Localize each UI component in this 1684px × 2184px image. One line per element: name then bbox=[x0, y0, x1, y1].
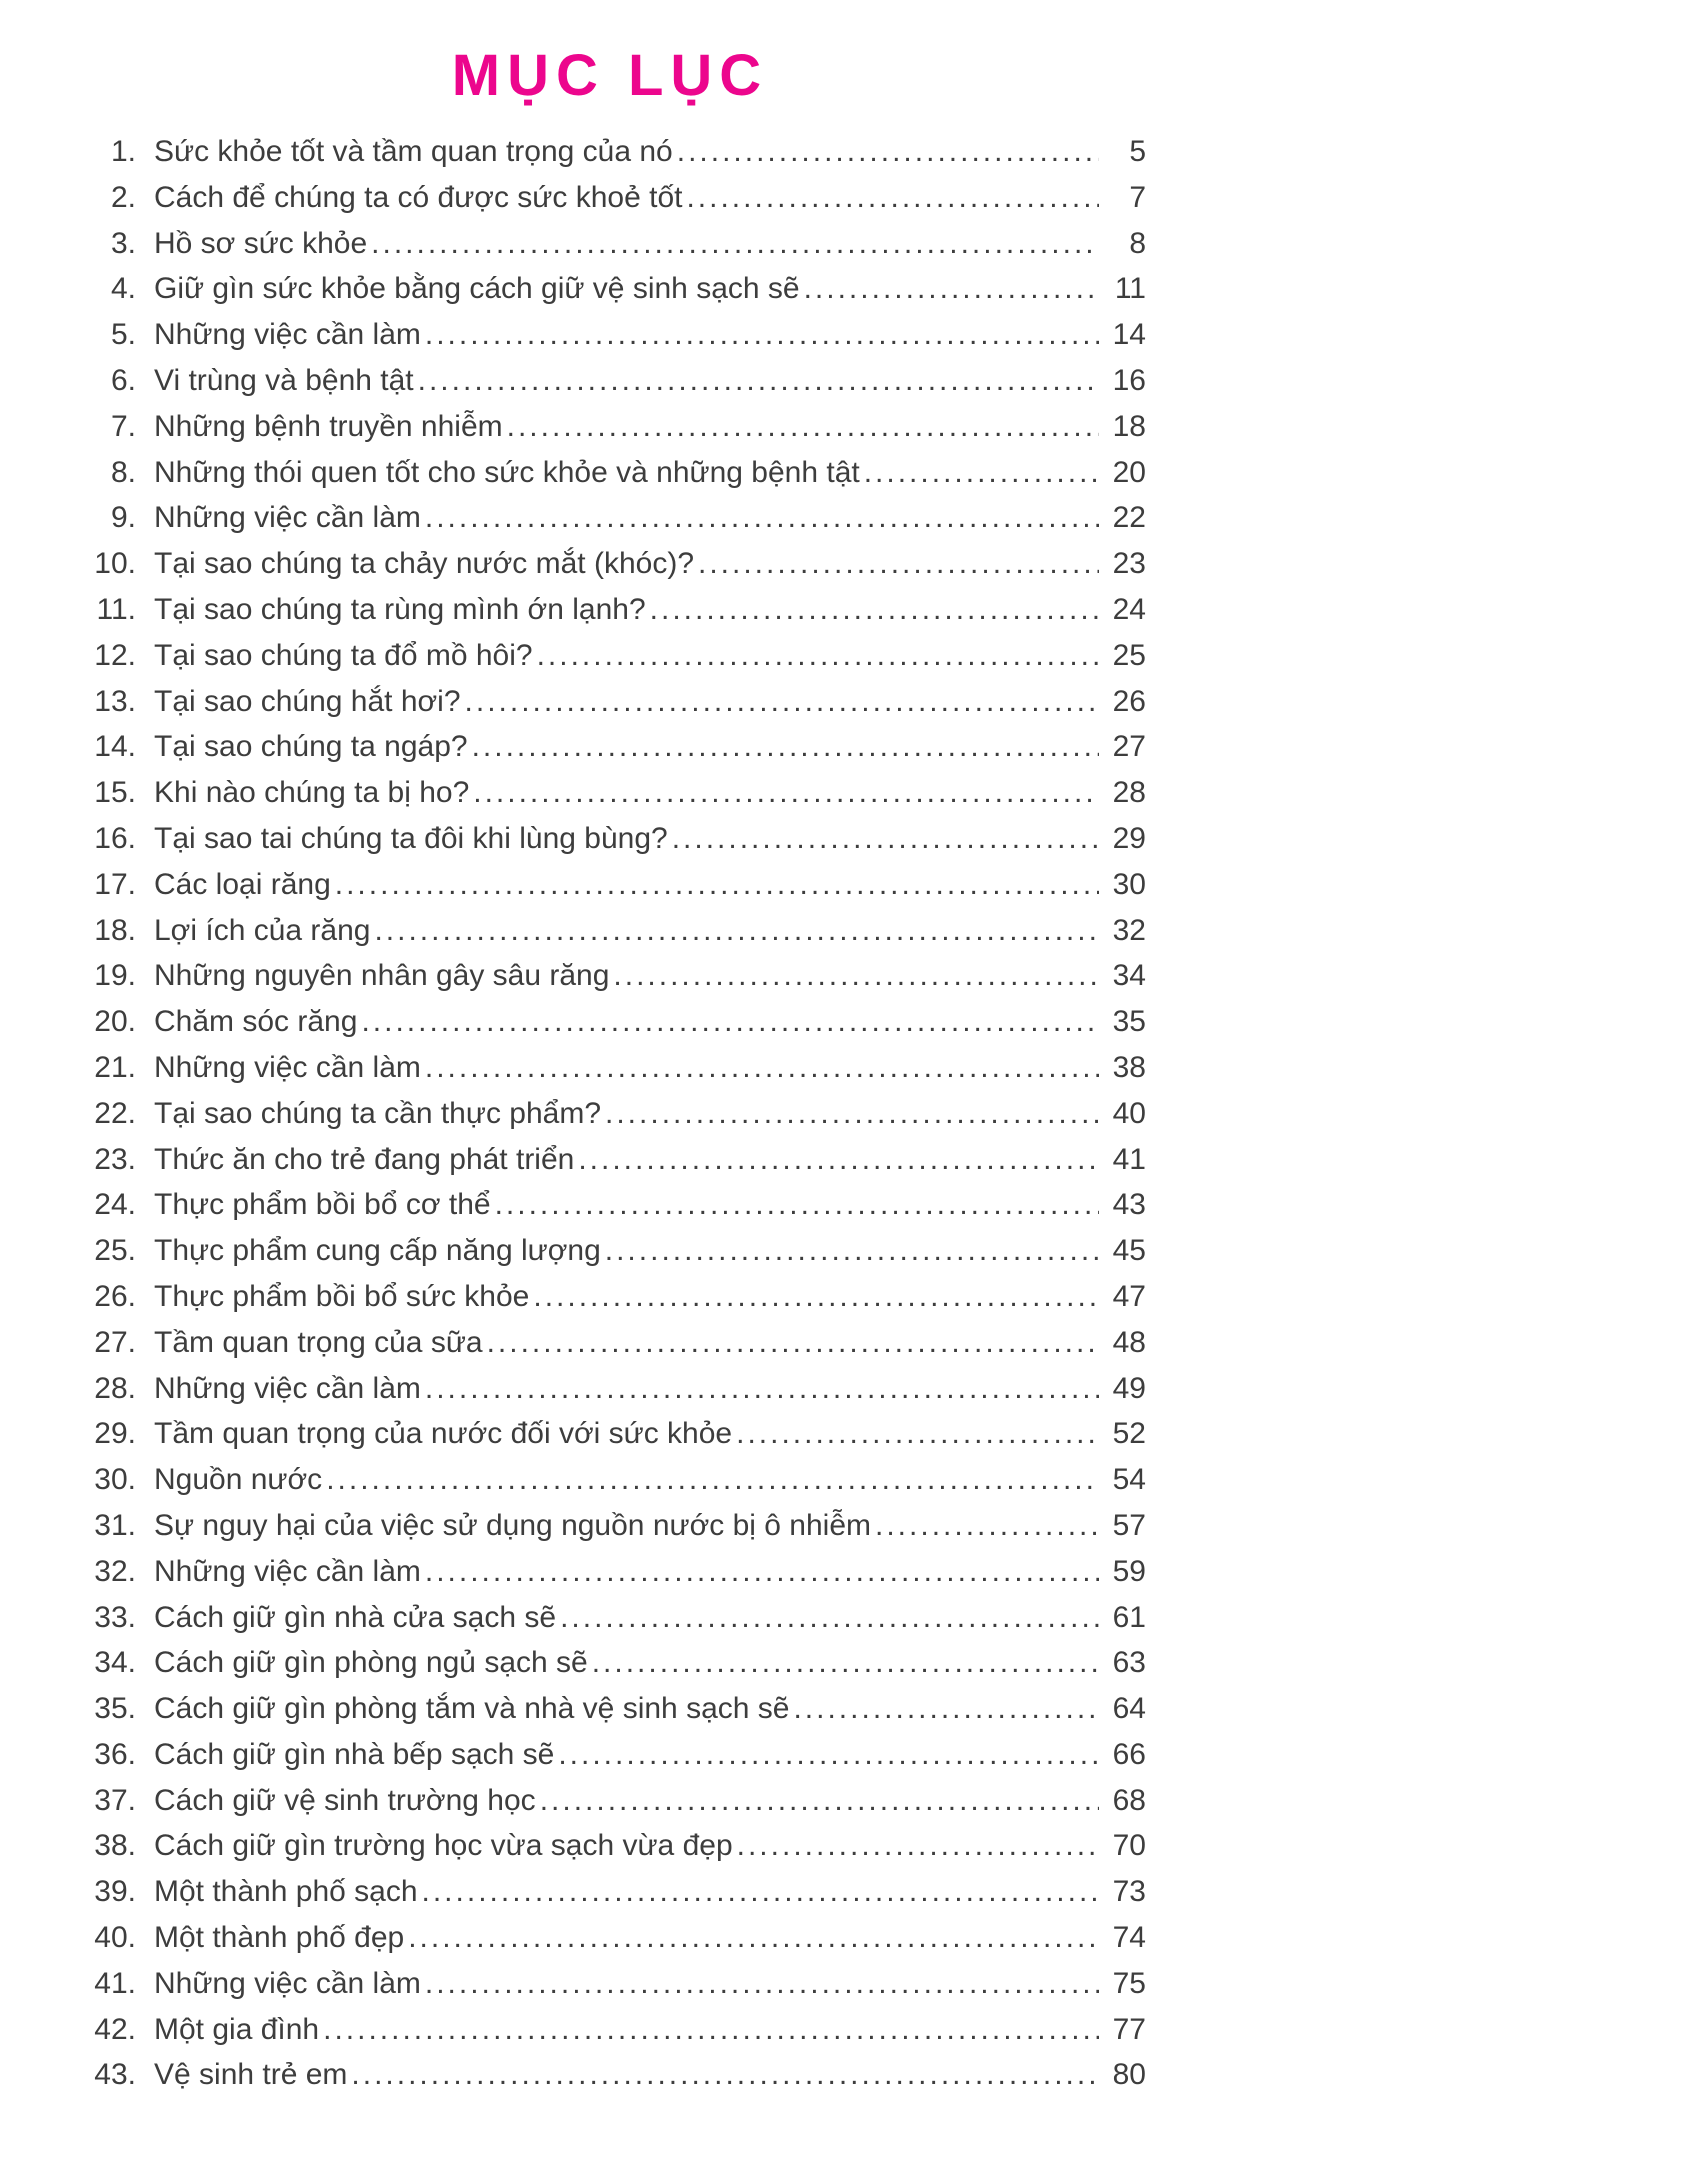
toc-entry-page: 41 bbox=[1112, 1142, 1146, 1176]
toc-entry bbox=[74, 1320, 1146, 1366]
toc-dot-leader bbox=[698, 541, 1099, 587]
toc-entry-number: 28. bbox=[94, 1371, 136, 1405]
toc-entry-page: 68 bbox=[1112, 1783, 1146, 1817]
toc-entry-number: 22. bbox=[94, 1096, 136, 1130]
toc-list bbox=[74, 129, 1146, 2098]
toc-entry-number: 21. bbox=[94, 1050, 136, 1084]
toc-entry-page: 28 bbox=[1112, 776, 1146, 810]
toc-entry-title: Thực phẩm cung cấp năng lượng bbox=[154, 1234, 601, 1268]
toc-entry-page: 73 bbox=[1112, 1875, 1146, 1909]
toc-entry bbox=[74, 999, 1146, 1045]
toc-entry-title: Những việc cần làm bbox=[154, 501, 421, 535]
toc-dot-leader bbox=[875, 1503, 1099, 1549]
toc-dot-leader bbox=[335, 862, 1099, 908]
toc-entry-number: 6. bbox=[110, 363, 136, 397]
toc-entry-page: 52 bbox=[1112, 1417, 1146, 1451]
toc-entry-title: Giữ gìn sức khỏe bằng cách giữ vệ sinh sạch sẽ bbox=[154, 272, 800, 306]
toc-entry-number: 26. bbox=[94, 1279, 136, 1313]
toc-dot-leader bbox=[351, 2052, 1099, 2098]
toc-entry-title: Những việc cần làm bbox=[154, 1371, 421, 1405]
toc-dot-leader bbox=[558, 1732, 1099, 1778]
toc-dot-leader bbox=[560, 1595, 1099, 1641]
toc-entry-title: Sức khỏe tốt và tầm quan trọng của nó bbox=[154, 135, 673, 168]
toc-dot-leader bbox=[495, 1182, 1099, 1228]
toc-entry-title: Vi trùng và bệnh tật bbox=[154, 363, 414, 397]
toc-entry-title: Tầm quan trọng của sữa bbox=[154, 1325, 483, 1359]
toc-entry-number: 43. bbox=[94, 2058, 136, 2092]
toc-entry bbox=[74, 1961, 1146, 2007]
toc-entry bbox=[74, 1137, 1146, 1183]
toc-dot-leader bbox=[374, 908, 1099, 954]
toc-dot-leader bbox=[487, 1320, 1099, 1366]
toc-entry-page: 27 bbox=[1112, 730, 1146, 764]
toc-entry-title: Một thành phố sạch bbox=[154, 1875, 418, 1909]
toc-entry-number: 38. bbox=[94, 1829, 136, 1863]
toc-dot-leader bbox=[425, 1549, 1099, 1595]
toc-entry-title: Nguồn nước bbox=[154, 1463, 323, 1497]
toc-entry bbox=[74, 450, 1146, 496]
toc-entry-title: Tại sao chúng ta rùng mình ớn lạnh? bbox=[154, 592, 646, 626]
toc-entry bbox=[74, 1640, 1146, 1686]
toc-entry-page: 47 bbox=[1112, 1279, 1146, 1313]
toc-dot-leader bbox=[537, 633, 1099, 679]
toc-dot-leader bbox=[472, 724, 1099, 770]
toc-entry-page: 32 bbox=[1112, 913, 1146, 947]
toc-entry-page: 11 bbox=[1114, 272, 1146, 306]
toc-entry-page: 45 bbox=[1112, 1234, 1146, 1268]
toc-entry-title: Những việc cần làm bbox=[154, 1050, 421, 1084]
page-title: MỤC LỤC bbox=[451, 43, 769, 108]
toc-entry-title: Cách giữ gìn nhà bếp sạch sẽ bbox=[154, 1737, 555, 1771]
toc-dot-leader bbox=[425, 1045, 1099, 1091]
toc-entry-number: 40. bbox=[94, 1921, 136, 1955]
toc-entry bbox=[74, 1823, 1146, 1869]
toc-entry-page: 30 bbox=[1112, 867, 1146, 901]
toc-entry-number: 10. bbox=[94, 547, 136, 581]
toc-entry-page: 16 bbox=[1112, 363, 1146, 397]
toc-entry bbox=[74, 1503, 1146, 1549]
toc-entry-page: 29 bbox=[1112, 821, 1146, 855]
toc-entry bbox=[74, 541, 1146, 587]
toc-entry-number: 2. bbox=[110, 180, 136, 214]
toc-entry-number: 36. bbox=[94, 1737, 136, 1771]
toc-entry bbox=[74, 587, 1146, 633]
toc-entry-number: 16. bbox=[94, 821, 136, 855]
toc-entry-page: 77 bbox=[1112, 2012, 1146, 2046]
toc-entry bbox=[74, 1778, 1146, 1824]
toc-entry-page: 75 bbox=[1112, 1966, 1146, 2000]
toc-dot-leader bbox=[613, 953, 1099, 999]
toc-entry-page: 23 bbox=[1112, 547, 1146, 581]
toc-dot-leader bbox=[425, 1366, 1099, 1412]
toc-entry bbox=[74, 1869, 1146, 1915]
toc-dot-leader bbox=[408, 1915, 1099, 1961]
toc-entry-number: 4. bbox=[110, 272, 136, 306]
toc-entry-page: 59 bbox=[1112, 1554, 1146, 1588]
toc-entry-number: 15. bbox=[94, 776, 136, 810]
toc-entry-number: 9. bbox=[110, 501, 136, 535]
toc-dot-leader bbox=[864, 450, 1099, 496]
toc-entry-number: 20. bbox=[94, 1005, 136, 1039]
toc-entry bbox=[74, 175, 1146, 221]
toc-entry-page: 34 bbox=[1112, 959, 1146, 993]
toc-entry-page: 22 bbox=[1112, 501, 1146, 535]
toc-entry-page: 61 bbox=[1112, 1600, 1146, 1634]
toc-dot-leader bbox=[533, 1274, 1099, 1320]
toc-entry-page: 7 bbox=[1129, 180, 1146, 214]
toc-entry-number: 19. bbox=[94, 959, 136, 993]
toc-entry-title: Tại sao chúng ta cần thực phẩm? bbox=[154, 1096, 602, 1130]
toc-entry-page: 80 bbox=[1112, 2058, 1146, 2092]
toc-entry-number: 29. bbox=[94, 1417, 136, 1451]
toc-entry-page: 24 bbox=[1112, 592, 1146, 626]
toc-entry bbox=[74, 953, 1146, 999]
toc-entry bbox=[74, 1045, 1146, 1091]
toc-entry-title: Cách giữ gìn nhà cửa sạch sẽ bbox=[154, 1600, 557, 1634]
toc-entry bbox=[74, 221, 1146, 267]
toc-entry-page: 25 bbox=[1112, 638, 1146, 672]
toc-entry-number: 13. bbox=[94, 684, 136, 718]
toc-dot-leader bbox=[540, 1778, 1099, 1824]
toc-entry bbox=[74, 908, 1146, 954]
toc-entry bbox=[74, 404, 1146, 450]
toc-entry-number: 39. bbox=[94, 1875, 136, 1909]
toc-entry bbox=[74, 816, 1146, 862]
toc-entry-number: 24. bbox=[94, 1188, 136, 1222]
toc-entry bbox=[74, 862, 1146, 908]
toc-entry-title: Một gia đình bbox=[154, 2012, 320, 2046]
toc-entry bbox=[74, 724, 1146, 770]
toc-entry-title: Cách để chúng ta có được sức khoẻ tốt bbox=[154, 180, 683, 214]
toc-entry-page: 54 bbox=[1112, 1463, 1146, 1497]
toc-entry bbox=[74, 633, 1146, 679]
toc-entry-title: Thực phẩm bồi bổ cơ thể bbox=[154, 1188, 491, 1222]
toc-entry-number: 12. bbox=[94, 638, 136, 672]
toc-entry-page: 18 bbox=[1112, 409, 1146, 443]
toc-entry-title: Những việc cần làm bbox=[154, 1554, 421, 1588]
toc-entry-title: Cách giữ gìn phòng tắm và nhà vệ sinh sạch sẽ bbox=[154, 1692, 790, 1726]
toc-entry bbox=[74, 129, 1146, 175]
toc-entry-page: 5 bbox=[1129, 135, 1146, 168]
toc-entry-title: Những thói quen tốt cho sức khỏe và những bệnh tật bbox=[154, 455, 860, 489]
toc-dot-leader bbox=[422, 1869, 1099, 1915]
toc-dot-leader bbox=[418, 358, 1099, 404]
toc-entry-page: 43 bbox=[1112, 1188, 1146, 1222]
toc-entry bbox=[74, 1457, 1146, 1503]
toc-entry bbox=[74, 1091, 1146, 1137]
toc-entry-number: 34. bbox=[94, 1646, 136, 1680]
toc-entry-title: Thức ăn cho trẻ đang phát triển bbox=[154, 1142, 575, 1176]
toc-entry bbox=[74, 1411, 1146, 1457]
toc-entry bbox=[74, 312, 1146, 358]
toc-entry-page: 26 bbox=[1112, 684, 1146, 718]
toc-dot-leader bbox=[804, 266, 1099, 312]
toc-entry-number: 23. bbox=[94, 1142, 136, 1176]
toc-dot-leader bbox=[605, 1228, 1099, 1274]
toc-entry-number: 41. bbox=[94, 1966, 136, 2000]
toc-entry-number: 8. bbox=[110, 455, 136, 489]
toc-dot-leader bbox=[672, 816, 1099, 862]
toc-entry-number: 11. bbox=[96, 592, 136, 626]
toc-entry-number: 3. bbox=[110, 226, 136, 260]
toc-entry-number: 25. bbox=[94, 1234, 136, 1268]
toc-dot-leader bbox=[736, 1411, 1099, 1457]
toc-dot-leader bbox=[605, 1091, 1099, 1137]
toc-entry-number: 32. bbox=[94, 1554, 136, 1588]
toc-entry-title: Cách giữ vệ sinh trường học bbox=[154, 1783, 536, 1817]
toc-entry-number: 37. bbox=[94, 1783, 136, 1817]
toc-entry-number: 7. bbox=[110, 409, 136, 443]
toc-dot-leader bbox=[737, 1823, 1099, 1869]
toc-entry-page: 38 bbox=[1112, 1050, 1146, 1084]
toc-entry-title: Lợi ích của răng bbox=[154, 913, 371, 947]
toc-dot-leader bbox=[650, 587, 1099, 633]
toc-entry-title: Tại sao chúng ta chảy nước mắt (khóc)? bbox=[154, 547, 694, 581]
toc-entry-title: Khi nào chúng ta bị ho? bbox=[154, 776, 470, 810]
toc-entry-number: 18. bbox=[94, 913, 136, 947]
toc-entry-page: 57 bbox=[1112, 1508, 1146, 1542]
toc-entry-page: 64 bbox=[1112, 1692, 1146, 1726]
toc-dot-leader bbox=[425, 1961, 1099, 2007]
toc-dot-leader bbox=[425, 312, 1099, 358]
toc-entry bbox=[74, 2007, 1146, 2053]
toc-entry-page: 66 bbox=[1112, 1737, 1146, 1771]
toc-entry-title: Cách giữ gìn trường học vừa sạch vừa đẹp bbox=[154, 1829, 733, 1863]
toc-entry-title: Những việc cần làm bbox=[154, 1966, 421, 2000]
toc-entry bbox=[74, 1915, 1146, 1961]
toc-entry bbox=[74, 2052, 1146, 2098]
toc-entry bbox=[74, 1686, 1146, 1732]
toc-entry-page: 49 bbox=[1112, 1371, 1146, 1405]
toc-entry-number: 14. bbox=[94, 730, 136, 764]
toc-entry bbox=[74, 266, 1146, 312]
toc-dot-leader bbox=[326, 1457, 1099, 1503]
toc-entry-title: Thực phẩm bồi bổ sức khỏe bbox=[154, 1279, 530, 1313]
toc-entry-number: 5. bbox=[110, 318, 136, 352]
toc-entry-title: Tại sao chúng hắt hơi? bbox=[154, 684, 461, 718]
toc-entry-page: 14 bbox=[1112, 318, 1146, 352]
toc-entry-page: 8 bbox=[1129, 226, 1146, 260]
toc-entry bbox=[74, 1549, 1146, 1595]
toc-entry-number: 1. bbox=[110, 135, 136, 168]
toc-entry-page: 70 bbox=[1112, 1829, 1146, 1863]
toc-entry-number: 31. bbox=[94, 1508, 136, 1542]
toc-entry-number: 33. bbox=[94, 1600, 136, 1634]
toc-entry-title: Tại sao chúng ta ngáp? bbox=[154, 730, 468, 764]
toc-entry-title: Một thành phố đẹp bbox=[154, 1921, 405, 1955]
toc-dot-leader bbox=[686, 175, 1099, 221]
toc-entry-number: 30. bbox=[94, 1463, 136, 1497]
toc-entry bbox=[74, 679, 1146, 725]
toc-entry bbox=[74, 495, 1146, 541]
toc-entry bbox=[74, 1595, 1146, 1641]
toc-entry-title: Các loại răng bbox=[154, 867, 331, 901]
toc-entry-number: 17. bbox=[94, 867, 136, 901]
toc-entry-title: Những việc cần làm bbox=[154, 318, 421, 352]
toc-dot-leader bbox=[578, 1137, 1099, 1183]
toc-entry-number: 35. bbox=[94, 1692, 136, 1726]
toc-dot-leader bbox=[425, 495, 1099, 541]
toc-entry-title: Tại sao tai chúng ta đôi khi lùng bùng? bbox=[154, 821, 668, 855]
toc-dot-leader bbox=[793, 1686, 1099, 1732]
toc-dot-leader bbox=[371, 221, 1099, 267]
toc-entry-title: Vệ sinh trẻ em bbox=[154, 2058, 348, 2092]
toc-entry-number: 42. bbox=[94, 2012, 136, 2046]
toc-entry bbox=[74, 1732, 1146, 1778]
toc-entry-page: 63 bbox=[1112, 1646, 1146, 1680]
toc-entry bbox=[74, 1228, 1146, 1274]
toc-entry-page: 74 bbox=[1112, 1921, 1146, 1955]
toc-entry-title: Sự nguy hại của việc sử dụng nguồn nước bị ô nhiễm bbox=[154, 1508, 872, 1542]
toc-entry-page: 40 bbox=[1112, 1096, 1146, 1130]
toc-entry-title: Tại sao chúng ta đổ mồ hôi? bbox=[154, 638, 533, 672]
toc-entry-page: 35 bbox=[1112, 1005, 1146, 1039]
toc-entry bbox=[74, 358, 1146, 404]
toc-entry-title: Hồ sơ sức khỏe bbox=[154, 226, 368, 260]
toc-entry bbox=[74, 1366, 1146, 1412]
toc-dot-leader bbox=[592, 1640, 1099, 1686]
toc-entry-title: Tầm quan trọng của nước đối với sức khỏe bbox=[154, 1417, 733, 1451]
toc-dot-leader bbox=[473, 770, 1099, 816]
toc-entry bbox=[74, 770, 1146, 816]
toc-entry-title: Những bệnh truyền nhiễm bbox=[154, 409, 503, 443]
toc-dot-leader bbox=[507, 404, 1099, 450]
toc-dot-leader bbox=[465, 679, 1099, 725]
toc-entry-title: Cách giữ gìn phòng ngủ sạch sẽ bbox=[154, 1646, 588, 1680]
toc-entry-title: Những nguyên nhân gây sâu răng bbox=[154, 959, 610, 993]
toc-dot-leader bbox=[677, 129, 1099, 175]
toc-entry-page: 20 bbox=[1112, 455, 1146, 489]
toc-entry bbox=[74, 1182, 1146, 1228]
toc-entry bbox=[74, 1274, 1146, 1320]
toc-dot-leader bbox=[323, 2007, 1099, 2053]
toc-entry-title: Chăm sóc răng bbox=[154, 1005, 358, 1039]
toc-entry-number: 27. bbox=[94, 1325, 136, 1359]
toc-dot-leader bbox=[361, 999, 1099, 1045]
toc-entry-page: 48 bbox=[1112, 1325, 1146, 1359]
